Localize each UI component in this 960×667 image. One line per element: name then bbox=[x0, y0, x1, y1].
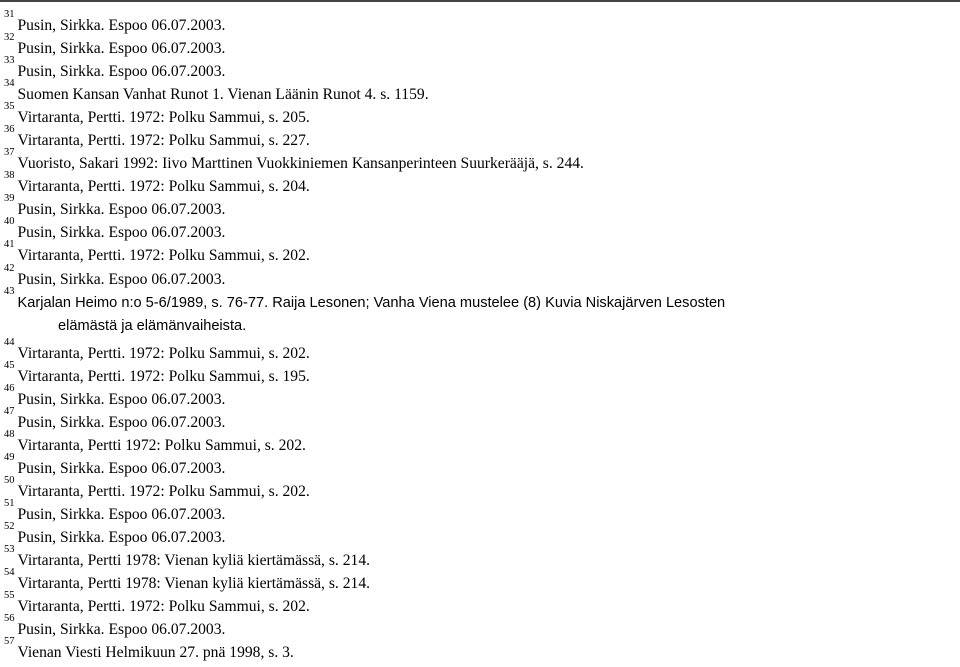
footnote-48 bbox=[4, 430, 954, 453]
footnote-text: Virtaranta, Pertti. 1972: Polku Sammui, s. 202. bbox=[17, 247, 310, 265]
footnote-32 bbox=[4, 33, 954, 56]
footnote-56 bbox=[4, 614, 954, 637]
footnote-35 bbox=[4, 102, 954, 125]
footnote-continuation: elämästä ja elämänvaiheista. bbox=[58, 317, 247, 334]
footnote-number: 31 bbox=[4, 9, 15, 20]
footnote-49 bbox=[4, 453, 954, 476]
footnote-text: Virtaranta, Pertti. 1972: Polku Sammui, s. 195. bbox=[17, 368, 310, 386]
footnote-text: Virtaranta, Pertti. 1972: Polku Sammui, s. 202. bbox=[17, 345, 310, 363]
footnote-text: Pusin, Sirkka. Espoo 06.07.2003. bbox=[17, 529, 226, 547]
footnote-36 bbox=[4, 125, 954, 148]
footnote-text: Pusin, Sirkka. Espoo 06.07.2003. bbox=[17, 224, 226, 242]
footnote-number: 51 bbox=[4, 498, 15, 510]
footnote-47 bbox=[4, 407, 954, 430]
footnote-number: 43 bbox=[4, 285, 15, 297]
footnote-text: Virtaranta, Pertti 1978: Vienan kyliä kiertämässä, s. 214. bbox=[17, 552, 371, 570]
footnote-text: Pusin, Sirkka. Espoo 06.07.2003. bbox=[17, 201, 226, 219]
footnote-number: 45 bbox=[4, 359, 15, 371]
footnote-44 bbox=[4, 338, 954, 361]
footnote-text: Pusin, Sirkka. Espoo 06.07.2003. bbox=[17, 40, 226, 58]
footnote-text: Pusin, Sirkka. Espoo 06.07.2003. bbox=[17, 63, 226, 81]
footnote-number: 54 bbox=[4, 567, 15, 579]
footnote-number: 37 bbox=[4, 147, 15, 159]
footnote-number: 55 bbox=[4, 590, 15, 602]
footnote-57 bbox=[4, 637, 954, 660]
footnote-number: 46 bbox=[4, 382, 15, 394]
footnote-text: Virtaranta, Pertti. 1972: Polku Sammui, s. 205. bbox=[17, 109, 310, 127]
footnote-text: Karjalan Heimo n:o 5-6/1989, s. 76-77. Raija Lesonen; Vanha Viena mustelee (8) Kuvia Niskajärven Lesosten bbox=[17, 294, 726, 311]
footnote-text: Suomen Kansan Vanhat Runot 1. Vienan Läänin Runot 4. s. 1159. bbox=[17, 86, 429, 104]
footnote-text: Virtaranta, Pertti 1972: Polku Sammui, s. 202. bbox=[17, 437, 306, 455]
footnote-number: 50 bbox=[4, 475, 15, 487]
footnote-number: 34 bbox=[4, 78, 15, 90]
footnote-list bbox=[4, 10, 954, 661]
footnote-text: Virtaranta, Pertti. 1972: Polku Sammui, s. 202. bbox=[17, 483, 310, 501]
footnote-39 bbox=[4, 194, 954, 217]
footnote-text: Virtaranta, Pertti. 1972: Polku Sammui, s. 227. bbox=[17, 132, 310, 150]
footnote-text: Virtaranta, Pertti 1978: Vienan kyliä kiertämässä, s. 214. bbox=[17, 575, 371, 593]
footnote-text: Virtaranta, Pertti. 1972: Polku Sammui, s. 202. bbox=[17, 598, 310, 616]
footnote-38 bbox=[4, 171, 954, 194]
footnote-number: 47 bbox=[4, 406, 15, 418]
footnote-31 bbox=[4, 10, 954, 33]
footnote-number: 41 bbox=[4, 239, 15, 251]
footnote-number: 49 bbox=[4, 452, 15, 464]
footnote-45 bbox=[4, 361, 954, 384]
footnote-40 bbox=[4, 217, 954, 240]
footnote-text: Virtaranta, Pertti. 1972: Polku Sammui, s. 204. bbox=[17, 178, 310, 196]
footnote-41 bbox=[4, 240, 954, 263]
footnote-text: Pusin, Sirkka. Espoo 06.07.2003. bbox=[17, 17, 226, 35]
footnote-text: Pusin, Sirkka. Espoo 06.07.2003. bbox=[17, 391, 226, 409]
footnote-number: 33 bbox=[4, 55, 15, 67]
footnote-54 bbox=[4, 568, 954, 591]
footnote-number: 40 bbox=[4, 216, 15, 228]
footnote-number: 52 bbox=[4, 521, 15, 533]
footnote-text: Pusin, Sirkka. Espoo 06.07.2003. bbox=[17, 270, 226, 288]
footnote-number: 38 bbox=[4, 170, 15, 182]
footnote-46 bbox=[4, 384, 954, 407]
footnote-number: 39 bbox=[4, 193, 15, 205]
footnote-33 bbox=[4, 56, 954, 79]
footnote-number: 35 bbox=[4, 101, 15, 113]
footnote-number: 42 bbox=[4, 262, 15, 274]
footnote-number: 32 bbox=[4, 32, 15, 44]
footnote-text: Vienan Viesti Helmikuun 27. pnä 1998, s. 3. bbox=[17, 644, 294, 662]
footnote-text: Pusin, Sirkka. Espoo 06.07.2003. bbox=[17, 621, 226, 639]
footnote-number: 53 bbox=[4, 544, 15, 556]
footnote-number: 56 bbox=[4, 613, 15, 625]
footnote-43 bbox=[4, 287, 954, 338]
footnote-text: Vuoristo, Sakari 1992: Iivo Marttinen Vuokkiniemen Kansanperinteen Suurkerääjä, s. 244. bbox=[17, 155, 584, 173]
footnote-text: Pusin, Sirkka. Espoo 06.07.2003. bbox=[17, 414, 226, 432]
footnote-number: 36 bbox=[4, 124, 15, 136]
footnote-50 bbox=[4, 476, 954, 499]
footnote-42 bbox=[4, 264, 954, 287]
footnote-52 bbox=[4, 522, 954, 545]
footnote-number: 57 bbox=[4, 636, 15, 648]
footnote-37 bbox=[4, 148, 954, 171]
footnote-text: Pusin, Sirkka. Espoo 06.07.2003. bbox=[17, 506, 226, 524]
footnote-51 bbox=[4, 499, 954, 522]
footnote-55 bbox=[4, 591, 954, 614]
top-divider-line bbox=[0, 0, 960, 2]
footnote-number: 44 bbox=[4, 336, 15, 348]
footnote-53 bbox=[4, 545, 954, 568]
footnote-number: 48 bbox=[4, 429, 15, 441]
footnote-text: Pusin, Sirkka. Espoo 06.07.2003. bbox=[17, 460, 226, 478]
footnote-34 bbox=[4, 79, 954, 102]
